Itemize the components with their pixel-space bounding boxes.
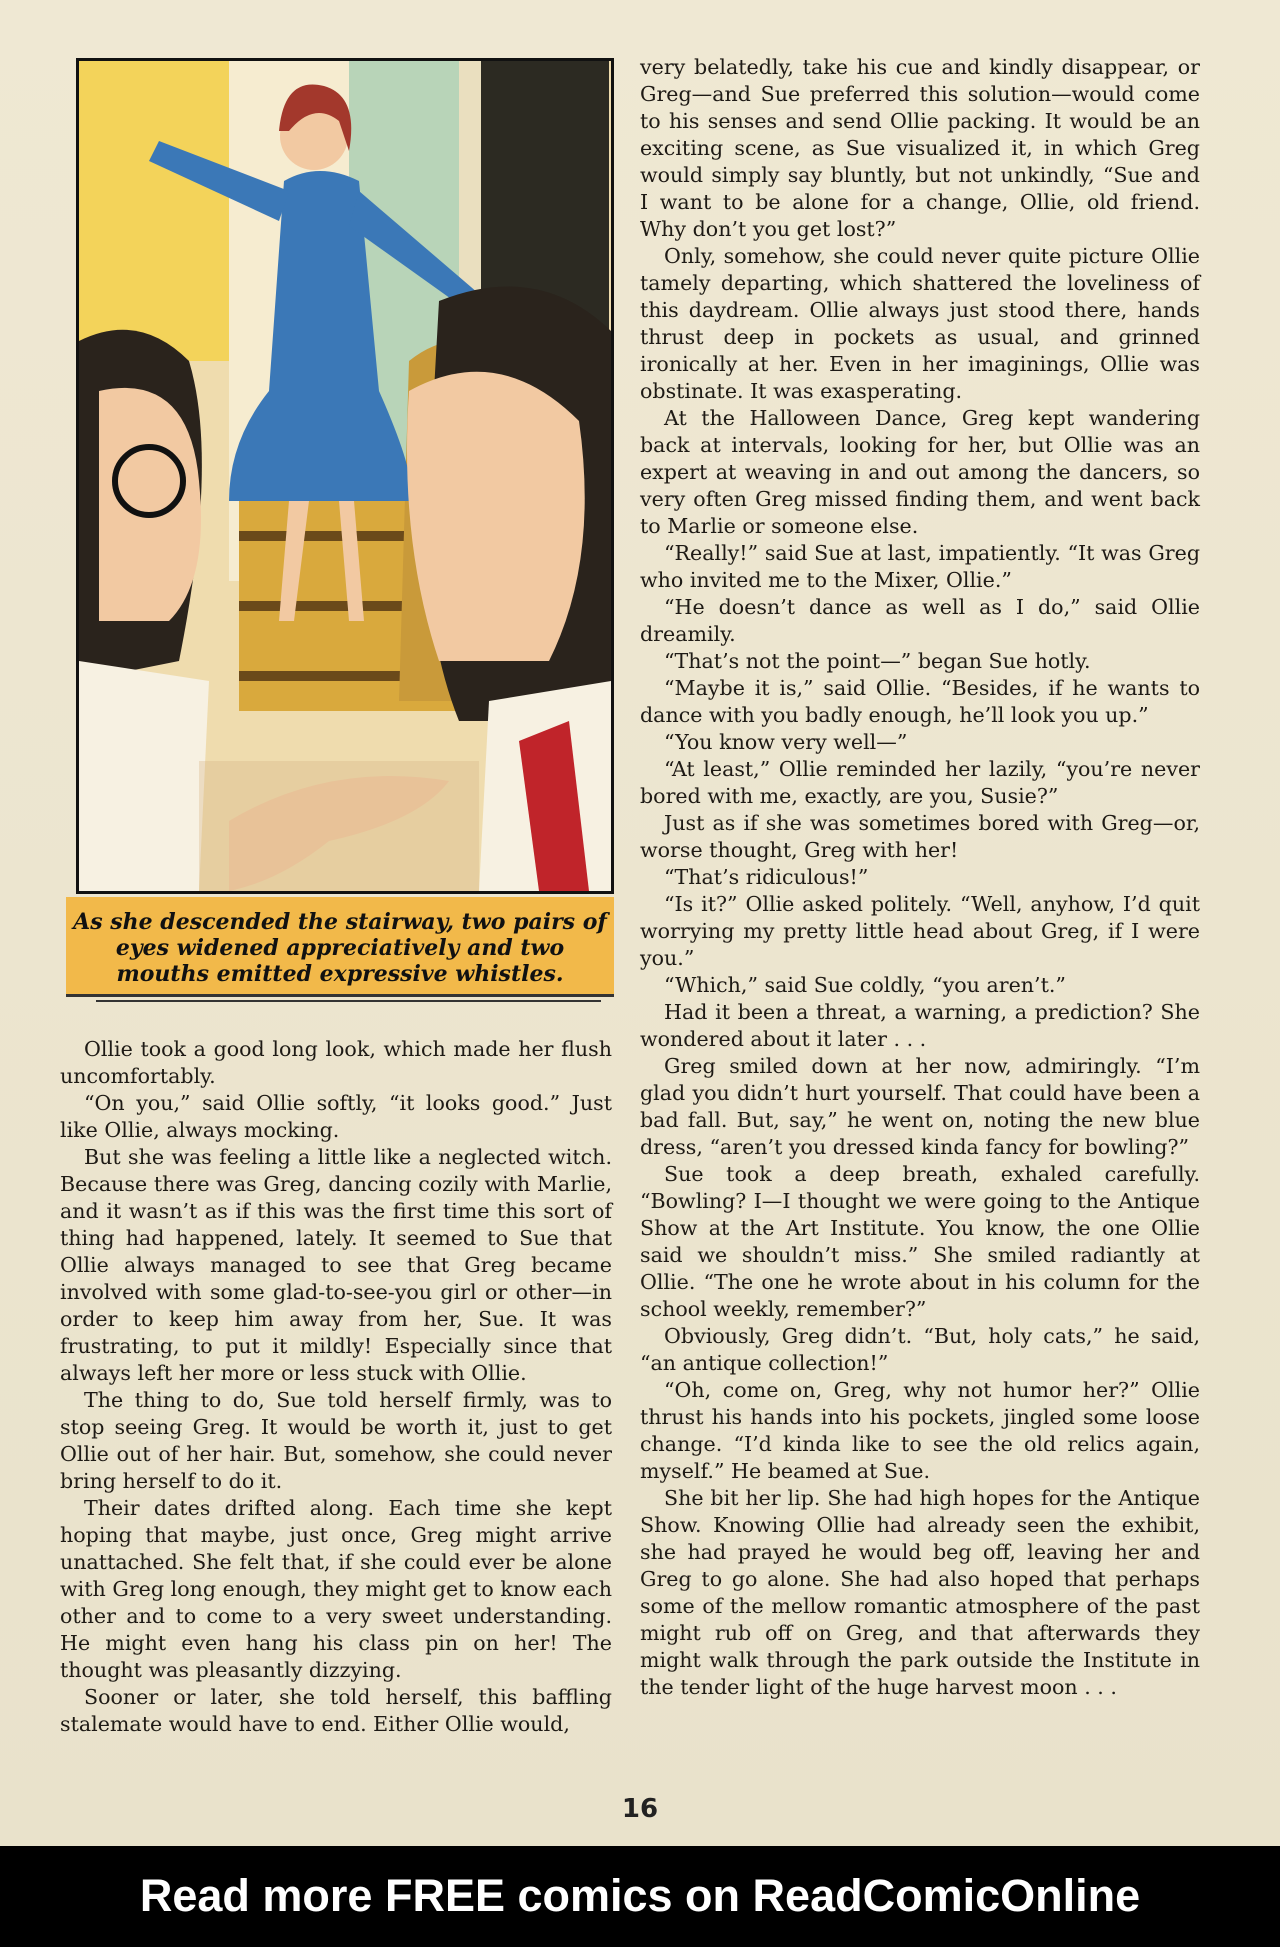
paragraph: “Oh, come on, Greg, why not humor her?” Ollie thrust his hands into his pockets, jingled some loose change. “I’d kinda like to see the old relics again, myself.” He beamed at Sue. — [640, 1378, 1200, 1483]
paragraph: “Is it?” Ollie asked politely. “Well, anyhow, I’d quit worrying my pretty little head about Greg, if I were you.” — [640, 892, 1200, 970]
paragraph: Obviously, Greg didn’t. “But, holy cats,” he said, “an antique collection!” — [640, 1324, 1200, 1375]
paragraph: “At least,” Ollie reminded her lazily, “you’re never bored with me, exactly, are you, Susie?” — [640, 757, 1200, 808]
paragraph: Ollie took a good long look, which made her flush uncomfortably. — [60, 1037, 612, 1088]
paragraph: “That’s not the point—” began Sue hotly. — [664, 649, 1091, 673]
promo-banner[interactable] — [0, 1846, 1280, 1947]
paragraph: She bit her lip. She had high hopes for the Antique Show. Knowing Ollie had already seen the exhibit, she had prayed he would beg off, leaving her and Greg to go alone. She had also hoped that perhaps some of the mellow romantic atmosphere of the past might rub off on Greg, and that afterwards they might walk through the park outside the Institute in the tender light of the huge harvest moon . . . — [640, 1486, 1200, 1699]
paragraph: Their dates drifted along. Each time she kept hoping that maybe, just once, Greg might arrive unattached. She felt that, if she could ever be alone with Greg long enough, they might get to know each other and to come to a very sweet understanding. He might even hang his class pin on her! The thought was pleasantly dizzying. — [60, 1496, 612, 1682]
paragraph: Had it been a threat, a warning, a prediction? She wondered about it later . . . — [640, 1000, 1200, 1051]
divider — [96, 1000, 601, 1002]
paragraph: “That’s ridiculous!” — [664, 865, 869, 889]
panel-caption: As she descended the stairway, two pairs of eyes widened appreciatively and two mouths emitted expressive whistles. — [66, 897, 614, 997]
left-text-column — [60, 1036, 612, 1738]
paragraph: “On you,” said Ollie softly, “it looks good.” Just like Ollie, always mocking. — [60, 1091, 612, 1142]
paragraph: Sooner or later, she told herself, this baffling stalemate would have to end. Either Ollie would, — [60, 1685, 612, 1736]
paragraph: The thing to do, Sue told herself firmly, was to stop seeing Greg. It would be worth it, just to get Ollie out of her hair. But, somehow, she could never bring herself to do it. — [60, 1388, 612, 1493]
paragraph: At the Halloween Dance, Greg kept wandering back at intervals, looking for her, but Ollie was an expert at weaving in and out among the dancers, so very often Greg missed finding them, and went back to Marlie or someone else. — [640, 406, 1200, 538]
page-number: 16 — [621, 1794, 659, 1824]
right-text-column — [640, 54, 1200, 1701]
paragraph: Only, somehow, she could never quite picture Ollie tamely departing, which shattered the loveliness of this daydream. Ollie always just stood there, hands thrust deep in pockets as usual, and grinned ironically at her. Even in her imaginings, Ollie was obstinate. It was exasperating. — [640, 244, 1200, 403]
paragraph: Just as if she was sometimes bored with Greg—or, worse thought, Greg with her! — [640, 811, 1200, 862]
paragraph: “Which,” said Sue coldly, “you aren’t.” — [664, 973, 1066, 997]
paragraph: “He doesn’t dance as well as I do,” said Ollie dreamily. — [640, 595, 1200, 646]
paragraph-continuation: very belatedly, take his cue and kindly disappear, or Greg—and Sue preferred this solution—would come to his senses and send Ollie packing. It would be an exciting scene, as Sue visualized it, in which Greg would simply say bluntly, but not unkindly, “Sue and I want to be alone for a change, Ollie, old friend. Why don’t you get lost?” — [640, 55, 1200, 241]
paragraph: Greg smiled down at her now, admiringly. “I’m glad you didn’t hurt yourself. That could have been a bad fall. But, say,” he went on, noting the new blue dress, “aren’t you dressed kinda fancy for bowling?” — [640, 1054, 1200, 1159]
paragraph: Sue took a deep breath, exhaled carefully. “Bowling? I—I thought we were going to the Antique Show at the Art Institute. You know, the one Ollie said we shouldn’t miss.” She smiled radiantly at Ollie. “The one he wrote about in his column for the school weekly, remember?” — [640, 1162, 1200, 1321]
comic-panel — [76, 58, 614, 894]
paragraph: “Maybe it is,” said Ollie. “Besides, if he wants to dance with you badly enough, he’ll look you up.” — [640, 676, 1200, 727]
paragraph: But she was feeling a little like a neglected witch. Because there was Greg, dancing cozily with Marlie, and it wasn’t as if this was the first time this sort of thing had happened, lately. It seemed to Sue that Ollie always managed to see that Greg became involved with some glad-to-see-you girl or other—in order to keep him away from her, Sue. It was frustrating, to put it mildly! Especially since that always left her more or less stuck with Ollie. — [60, 1145, 612, 1385]
paragraph: “Really!” said Sue at last, impatiently. “It was Greg who invited me to the Mixer, Ollie.” — [640, 541, 1200, 592]
banner-text[interactable]: Read more FREE comics on ReadComicOnline — [139, 1870, 1141, 1921]
paragraph: “You know very well—” — [664, 730, 908, 754]
comic-illustration-icon — [79, 61, 611, 891]
